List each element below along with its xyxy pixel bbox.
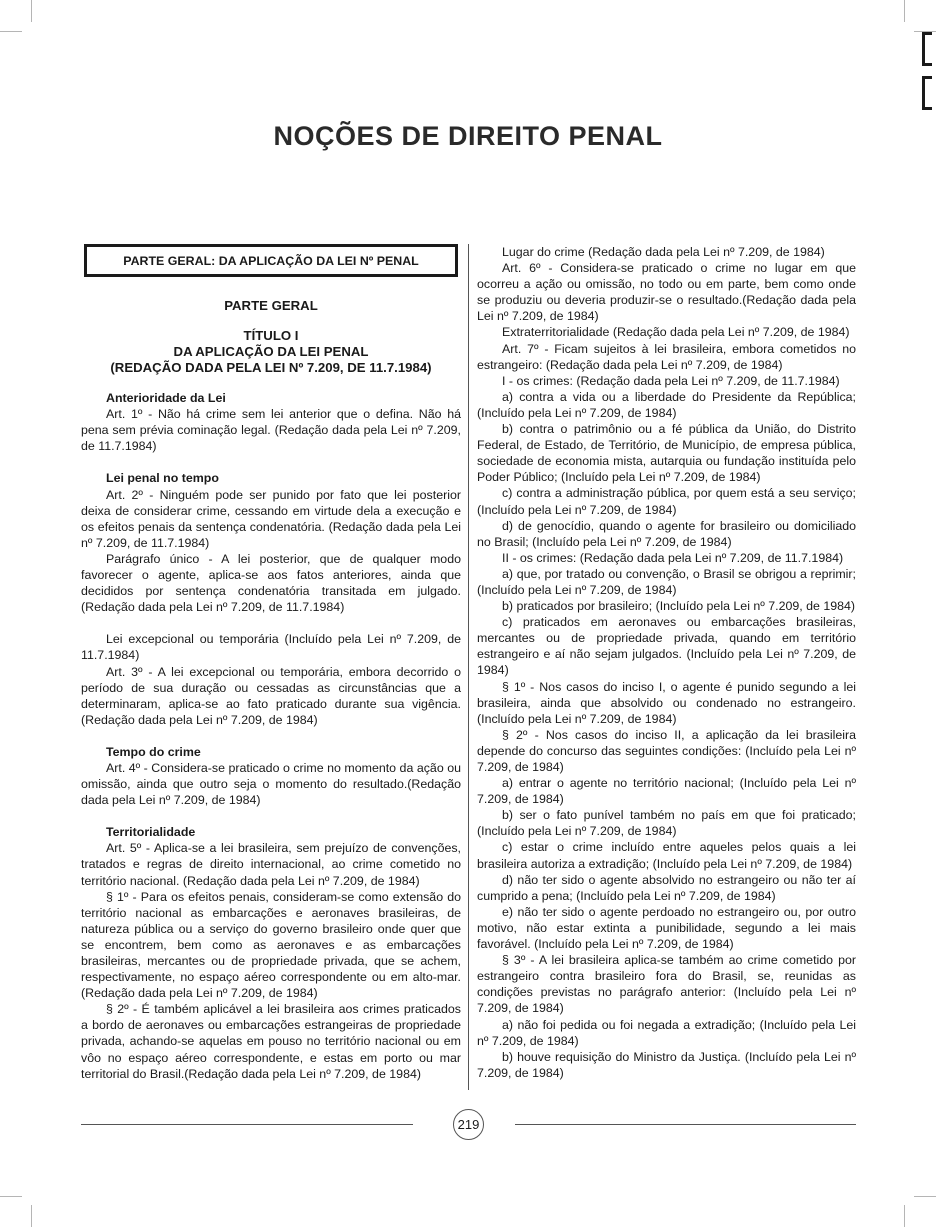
paragraph: a) entrar o agente no território nacional; (Incluído pela Lei nº 7.209, de 1984) <box>477 776 856 807</box>
section-title: Anterioridade da Lei <box>106 391 226 406</box>
paragraph: § 1º - Para os efeitos penais, consideram-se como extensão do território nacional as embarcações e aeronaves brasileiras, de natureza pública ou a serviço do governo brasileiro onde quer que se encontrem, bem como as aeronaves e as embarcações brasileiras, mercantes ou de propriedade privada, que se achem, respectivamente, no espaço aéreo correspondente ou em alto-mar. (Redação dada pela Lei nº 7.209, de 1984) <box>81 889 461 1001</box>
paragraph: d) não ter sido o agente absolvido no estrangeiro ou não ter aí cumprido a pena; (Incluído pela Lei nº 7.209, de 1984) <box>477 872 856 903</box>
paragraph: a) que, por tratado ou convenção, o Brasil se obrigou a reprimir; (Incluído pela Lei nº 7.209, de 1984) <box>477 566 856 597</box>
paragraph: Art. 2º - Ninguém pode ser punido por fato que lei posterior deixa de considerar crime, cessando em virtude dela a execução e os efeitos penais da sentença condenatória. (Redação dada pela Lei nº 7.209, de 11.7.1984) <box>81 487 461 550</box>
heading-titulo: TÍTULO I <box>243 328 299 344</box>
paragraph: § 3º - A lei brasileira aplica-se também ao crime cometido por estrangeiro contra brasileiro fora do Brasil, se, reunidas as condições previstas no parágrafo anterior: (Incluído pela Lei nº 7.209, de 1984) <box>477 953 856 1016</box>
page-title: NOÇÕES DE DIREITO PENAL <box>273 121 663 151</box>
paragraph: Parágrafo único - A lei posterior, que de qualquer modo favorecer o agente, aplica-se aos fatos anteriores, ainda que decididos por sentença condenatória transitada em julgado. (Redação dada pela Lei nº 7.209, de 11.7.1984) <box>81 551 461 615</box>
crop-mark <box>31 1205 32 1227</box>
heading-parte-geral: PARTE GERAL <box>224 298 318 314</box>
crop-mark <box>31 0 32 22</box>
bracket-mark <box>922 32 932 66</box>
paragraph: c) estar o crime incluído entre aqueles pelos quais a lei brasileira autoriza a extradição; (Incluído pela Lei nº 7.209, de 1984) <box>477 840 856 871</box>
paragraph: b) praticados por brasileiro; (Incluído pela Lei nº 7.209, de 1984) <box>502 599 856 614</box>
crop-mark <box>904 0 905 22</box>
paragraph: Art. 6º - Considera-se praticado o crime no lugar em que ocorreu a ação ou omissão, no todo ou em parte, bem como onde se produziu ou deveria produzir-se o resultado.(Redação dada pela Lei nº 7.209, de 1984) <box>477 261 856 324</box>
paragraph: b) houve requisição do Ministro da Justiça. (Incluído pela Lei nº 7.209, de 1984) <box>477 1049 856 1080</box>
paragraph: § 2º - Nos casos do inciso II, a aplicação da lei brasileira depende do concurso das seguintes condições: (Incluído pela Lei nº 7.209, de 1984) <box>477 727 856 774</box>
crop-mark <box>914 1196 936 1197</box>
paragraph: Extraterritorialidade (Redação dada pela Lei nº 7.209, de 1984) <box>502 325 850 340</box>
paragraph: Lei excepcional ou temporária (Incluído pela Lei nº 7.209, de 11.7.1984) <box>81 632 461 663</box>
paragraph: b) contra o patrimônio ou a fé pública da União, do Distrito Federal, de Estado, de Território, de Município, de empresa pública, sociedade de economia mista, autarquia ou fundação instituída pelo Poder Público; (Incluído pela Lei nº 7.209, de 1984) <box>477 422 856 485</box>
section-title: Tempo do crime <box>106 744 201 759</box>
paragraph: II - os crimes: (Redação dada pela Lei nº 7.209, de 11.7.1984) <box>502 550 844 565</box>
paragraph: c) contra a administração pública, por quem está a seu serviço; (Incluído pela Lei nº 7.209, de 1984) <box>477 486 856 517</box>
column-divider <box>468 244 469 1090</box>
paragraph: b) ser o fato punível também no país em que foi praticado; (Incluído pela Lei nº 7.209, de 1984) <box>477 808 856 839</box>
heading-titulo-redacao: (REDAÇÃO DADA PELA LEI Nº 7.209, DE 11.7.1984) <box>110 360 432 376</box>
right-column <box>477 244 856 1081</box>
crop-mark <box>0 31 22 32</box>
paragraph: a) não foi pedida ou foi negada a extradição; (Incluído pela Lei nº 7.209, de 1984) <box>477 1017 856 1048</box>
section-title: Territorialidade <box>106 825 196 840</box>
paragraph: d) de genocídio, quando o agente for brasileiro ou domiciliado no Brasil; (Incluído pela Lei nº 7.209, de 1984) <box>477 518 856 549</box>
paragraph: a) contra a vida ou a liberdade do Presidente da República; (Incluído pela Lei nº 7.209, de 1984) <box>477 389 856 420</box>
heading-titulo-name: DA APLICAÇÃO DA LEI PENAL <box>173 344 369 360</box>
paragraph: § 2º - É também aplicável a lei brasileira aos crimes praticados a bordo de aeronaves ou embarcações estrangeiras de propriedade privada, achando-se aquelas em pouso no território nacional ou em vôo no espaço aéreo correspondente, e estas em porto ou mar territorial do Brasil.(Redação dada pela Lei nº 7.209, de 1984) <box>81 1002 461 1081</box>
paragraph: e) não ter sido o agente perdoado no estrangeiro ou, por outro motivo, não estar extinta a punibilidade, segundo a lei mais favorável. (Incluído pela Lei nº 7.209, de 1984) <box>477 904 856 952</box>
paragraph: Art. 7º - Ficam sujeitos à lei brasileira, embora cometidos no estrangeiro: (Redação dada pela Lei nº 7.209, de 1984) <box>477 341 856 372</box>
paragraph: Art. 3º - A lei excepcional ou temporária, embora decorrido o período de sua duração ou cessadas as circunstâncias que a determinaram, aplica-se ao fato praticado durante sua vigência. (Redação dada pela Lei nº 7.209, de 1984) <box>81 664 461 727</box>
crop-mark <box>904 1205 905 1227</box>
paragraph: Lugar do crime (Redação dada pela Lei nº 7.209, de 1984) <box>502 245 825 259</box>
left-column <box>81 244 461 1082</box>
paragraph: § 1º - Nos casos do inciso I, o agente é punido segundo a lei brasileira, ainda que absolvido ou condenado no estrangeiro.(Incluído pela Lei nº 7.209, de 1984) <box>477 679 856 726</box>
paragraph: Art. 5º - Aplica-se a lei brasileira, sem prejuízo de convenções, tratados e regras de direito internacional, ao crime cometido no território nacional. (Redação dada pela Lei nº 7.209, de 1984) <box>81 841 461 888</box>
footer-rule <box>81 1124 413 1125</box>
section-title: Lei penal no tempo <box>106 471 219 486</box>
bracket-mark <box>922 76 932 110</box>
crop-mark <box>0 1196 22 1197</box>
paragraph: Art. 1º - Não há crime sem lei anterior que o defina. Não há pena sem prévia cominação legal. (Redação dada pela Lei nº 7.209, de 11.7.1984) <box>81 407 461 454</box>
paragraph: Art. 4º - Considera-se praticado o crime no momento da ação ou omissão, ainda que outro seja o momento do resultado.(Redação dada pela Lei nº 7.209, de 1984) <box>81 760 461 808</box>
box-heading: PARTE GERAL: DA APLICAÇÃO DA LEI Nº PENAL <box>84 244 458 277</box>
paragraph: I - os crimes: (Redação dada pela Lei nº 7.209, de 11.7.1984) <box>502 373 840 388</box>
page-number: 219 <box>453 1109 484 1140</box>
paragraph: c) praticados em aeronaves ou embarcações brasileiras, mercantes ou de propriedade privada, quando em território estrangeiro e aí não sejam julgados. (Incluído pela Lei nº 7.209, de 1984) <box>477 615 856 678</box>
footer-rule <box>515 1124 856 1125</box>
